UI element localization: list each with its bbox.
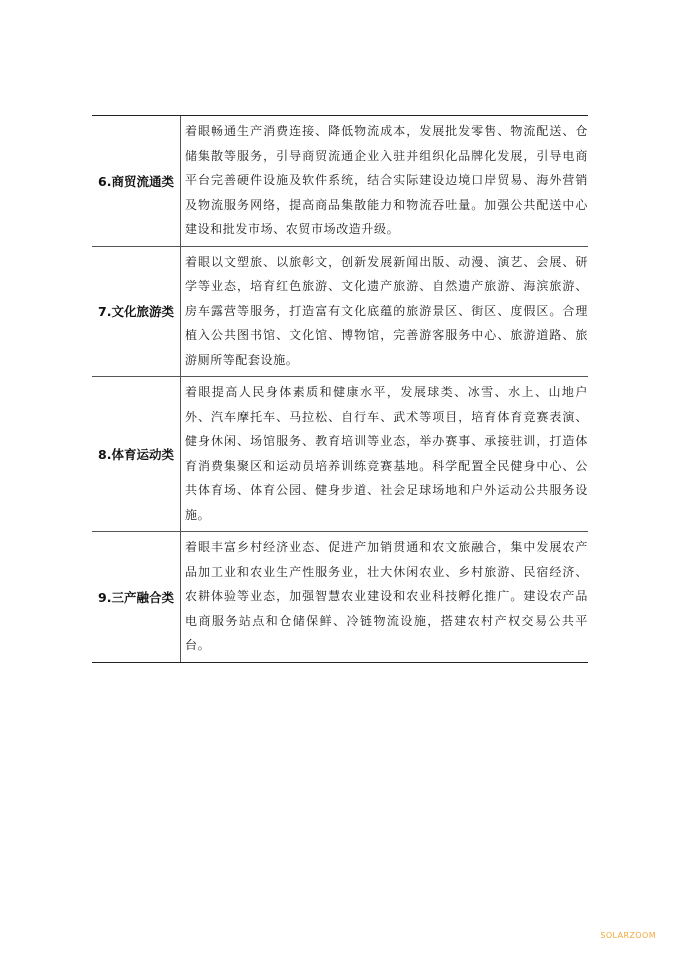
category-cell: 7.文化旅游类 (92, 247, 181, 377)
description-cell: 着眼以文塑旅、以旅彰文，创新发展新闻出版、动漫、演艺、会展、研学等业态，培育红色旅游、文化遗产旅游、自然遗产旅游、海滨旅游、房车露营等服务，打造富有文化底蕴的旅游景区、街区、度假区。合理植入公共图书馆、文化馆、博物馆，完善游客服务中心、旅游道路、旅游厕所等配套设施。 (185, 254, 588, 367)
table-row-commerce (92, 116, 588, 247)
description-cell: 着眼丰富乡村经济业态、促进产加销贯通和农文旅融合，集中发展农产品加工业和农业生产性服务业，壮大休闲农业、乡村旅游、民宿经济、农耕体验等业态，加强智慧农业建设和农业科技孵化推广。建设农产品电商服务站点和仓储保鲜、冷链物流设施，搭建农村产权交易公共平台。 (185, 540, 588, 652)
table-row-sports (92, 377, 588, 532)
watermark: SOLARZOOM (600, 931, 656, 940)
description-cell: 着眼畅通生产消费连接、降低物流成本，发展批发零售、物流配送、仓储集散等服务，引导商贸流通企业入驻并组织化品牌化发展，引导电商平台完善硬件设施及软件系统，结合实际建设边境口岸贸易、海外营销及物流服务网络，提高商品集散能力和物流吞吐量。加强公共配送中心建设和批发市场、农贸市场改造升级。 (185, 124, 588, 236)
category-cell: 6.商贸流通类 (92, 116, 181, 246)
table-row-culture-tourism (92, 247, 588, 378)
table-row-industry-integration (92, 532, 588, 662)
description-cell: 着眼提高人民身体素质和健康水平，发展球类、冰雪、水上、山地户外、汽车摩托车、马拉松、自行车、武术等项目，培育体育竞赛表演、健身休闲、场馆服务、教育培训等业态，举办赛事、承接驻训，打造体育消费集聚区和运动员培养训练竞赛基地。科学配置全民健身中心、公共体育场、体育公园、健身步道、社会足球场地和户外运动公共服务设施。 (185, 385, 588, 522)
category-cell: 8.体育运动类 (92, 377, 181, 531)
category-cell: 9.三产融合类 (92, 532, 181, 662)
industry-category-table (92, 115, 588, 663)
